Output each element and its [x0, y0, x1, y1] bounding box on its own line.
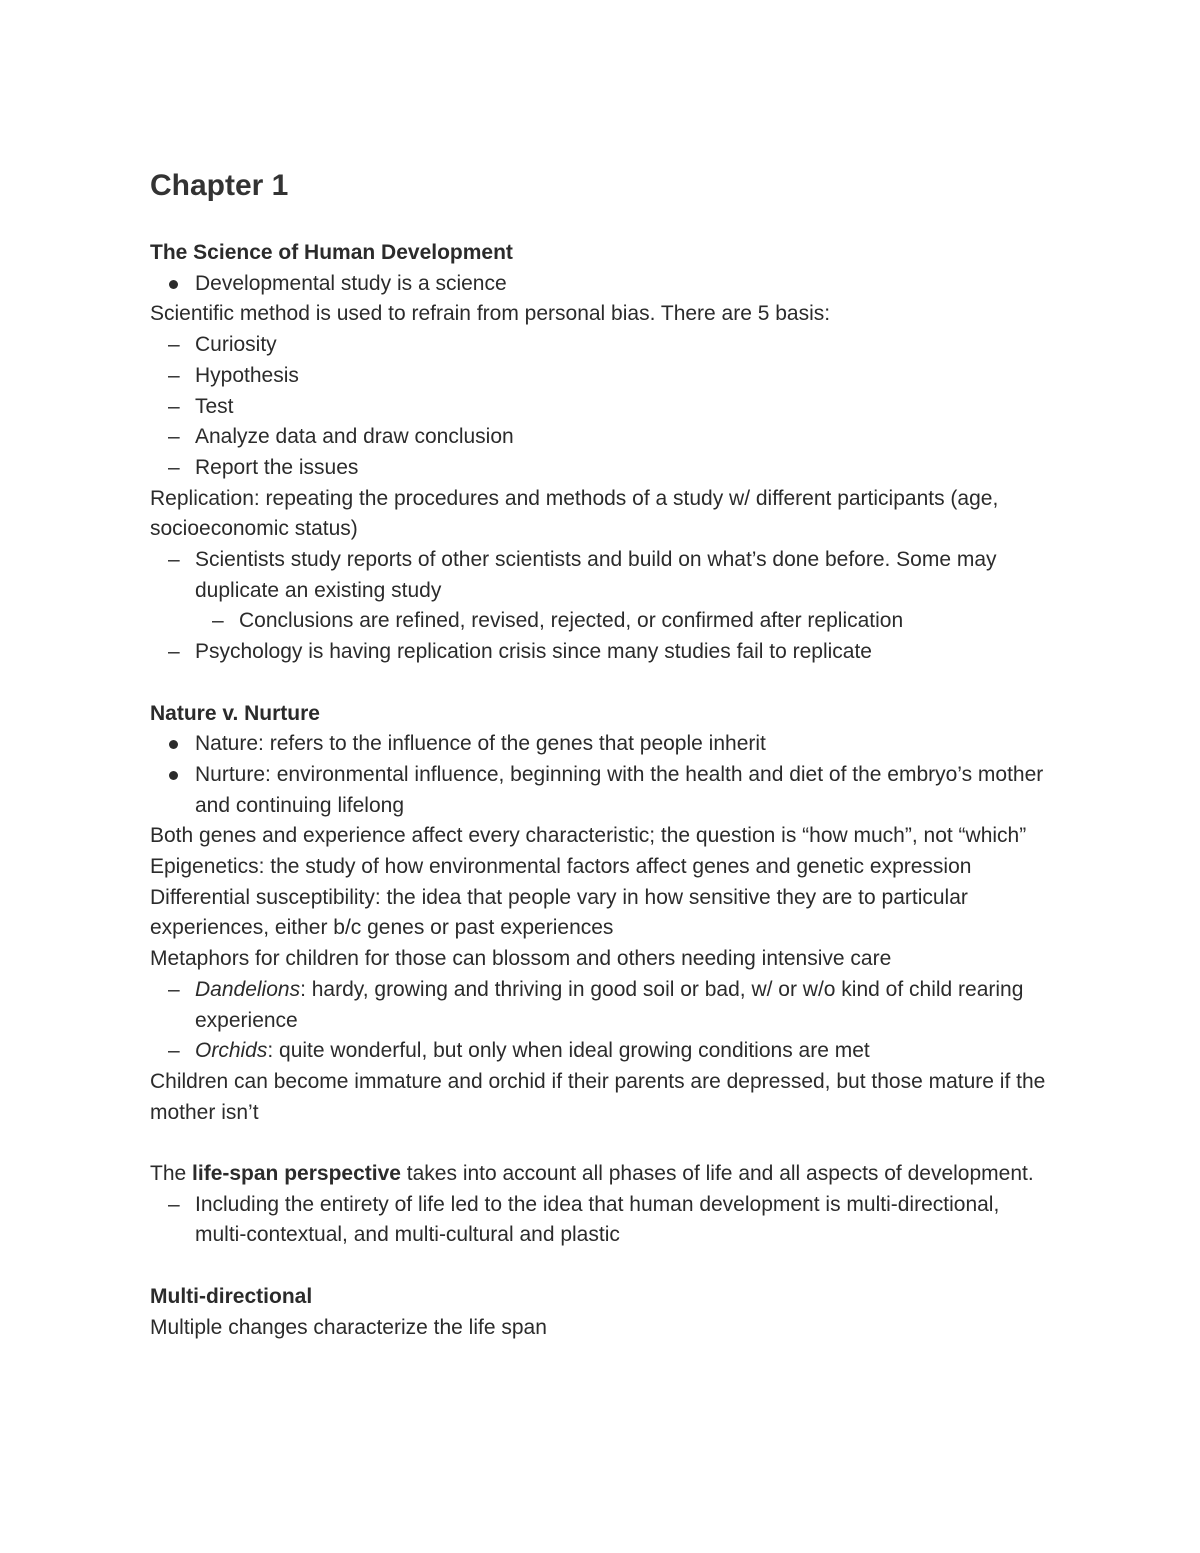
- dash-icon: –: [168, 363, 180, 387]
- paragraph: Children can become immature and orchid if their parents are depressed, but those mature if the mother isn’t: [150, 1069, 1046, 1124]
- dash-text: Scientists study reports of other scientists and build on what’s done before. Some may duplicate an existing study: [195, 548, 997, 602]
- paragraph: [150, 1159, 1050, 1190]
- term-life-span-perspective: life-span perspective: [192, 1162, 401, 1186]
- bullet-text: Nature: refers to the influence of the genes that people inherit: [195, 732, 766, 756]
- dash-item: [150, 975, 1050, 1036]
- bullet-dot-icon: [169, 771, 178, 780]
- dash-icon: –: [168, 1192, 180, 1216]
- dash-item: [150, 1190, 1050, 1251]
- bullet-text: Nurture: environmental influence, beginning with the health and diet of the embryo’s mother and continuing lifelong: [195, 762, 1044, 817]
- dash-text: Test: [195, 394, 234, 418]
- term-dandelions: Dandelions: [195, 977, 301, 1001]
- dash-text: Including the entirety of life led to the idea that human development is multi-directional, multi-contextual, and multi-cultural and plastic: [195, 1192, 1000, 1247]
- dash-icon: –: [168, 455, 180, 479]
- dash-icon: –: [168, 640, 180, 664]
- dash-icon: –: [168, 548, 180, 572]
- paragraph: Both genes and experience affect every characteristic; the question is “how much”, not “which”: [150, 824, 1027, 848]
- dash-item: [150, 392, 1050, 423]
- paragraph: Metaphors for children for those can blossom and others needing intensive care: [150, 947, 892, 971]
- dash-text: Analyze data and draw conclusion: [195, 425, 514, 449]
- term-definition: : quite wonderful, but only when ideal growing conditions are met: [267, 1039, 870, 1063]
- spacer: [150, 1128, 1050, 1159]
- dash-text: Report the issues: [195, 455, 359, 479]
- dash-subitem: [150, 606, 1050, 637]
- dash-icon: –: [168, 1039, 180, 1063]
- document-page: [150, 166, 1050, 1343]
- bullet-item: [150, 760, 1050, 821]
- dash-text: Psychology is having replication crisis since many studies fail to replicate: [195, 640, 872, 664]
- text-run: takes into account all phases of life and all aspects of development.: [400, 1162, 1034, 1186]
- dash-icon: –: [212, 609, 224, 633]
- dash-text: Conclusions are refined, revised, rejected, or confirmed after replication: [239, 609, 904, 633]
- dash-text: Hypothesis: [195, 363, 299, 387]
- bullet-dot-icon: [169, 280, 178, 289]
- dash-text: [195, 978, 1023, 1032]
- spacer: [150, 1251, 1050, 1282]
- paragraph: Replication: repeating the procedures and methods of a study w/ different participants (age, socioeconomic status): [150, 486, 999, 541]
- dash-text: [195, 1039, 870, 1062]
- paragraph: Epigenetics: the study of how environmental factors affect genes and genetic expression: [150, 855, 972, 879]
- dash-item: [150, 453, 1050, 484]
- dash-icon: –: [168, 394, 180, 418]
- dash-item: [150, 637, 1050, 668]
- term-orchids: Orchids: [195, 1039, 268, 1063]
- text-run: The: [150, 1162, 193, 1186]
- paragraph: Scientific method is used to refrain from personal bias. There are 5 basis:: [150, 302, 831, 326]
- paragraph: Differential susceptibility: the idea that people vary in how sensitive they are to particular experiences, either b/c genes or past experiences: [150, 885, 968, 940]
- dash-text: Curiosity: [195, 333, 277, 357]
- dash-item: [150, 361, 1050, 392]
- page-title: Chapter 1: [150, 169, 289, 202]
- bullet-item: [150, 729, 1050, 760]
- section-heading-multidirectional: Multi-directional: [150, 1284, 313, 1308]
- dash-item: [150, 330, 1050, 361]
- dash-item: [150, 545, 1050, 606]
- dash-item: [150, 422, 1050, 453]
- dash-icon: –: [168, 977, 180, 1001]
- paragraph: Multiple changes characterize the life span: [150, 1315, 547, 1339]
- dash-icon: –: [168, 333, 180, 357]
- term-definition: : hardy, growing and thriving in good soil or bad, w/ or w/o kind of child rearing experience: [195, 977, 1024, 1032]
- spacer: [150, 668, 1050, 699]
- dash-item: [150, 1036, 1050, 1067]
- bullet-text: Developmental study is a science: [195, 271, 507, 295]
- section-heading-science: The Science of Human Development: [150, 241, 513, 264]
- bullet-dot-icon: [169, 740, 178, 749]
- bullet-item: [150, 269, 1050, 300]
- section-heading-nature: Nature v. Nurture: [150, 701, 320, 725]
- dash-icon: –: [168, 425, 180, 449]
